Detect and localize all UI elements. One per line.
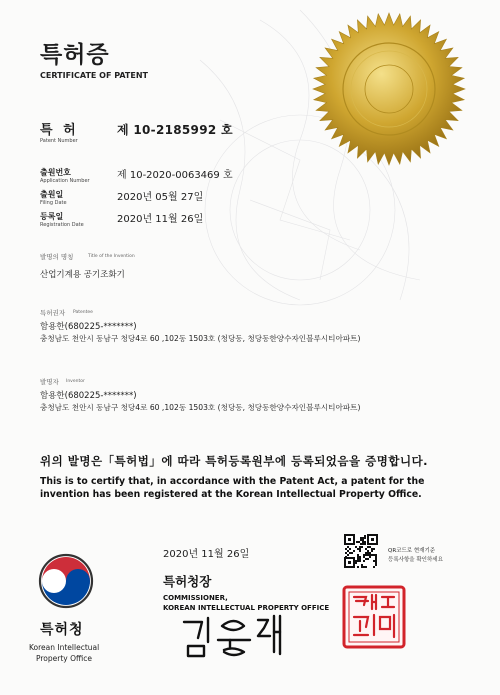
filing-date-value: 2020년 05월 27일: [117, 192, 204, 203]
inventor-label: 발명자: [40, 378, 59, 386]
issuer-title-ko: 특허청장: [163, 574, 212, 589]
certification-english-line2: invention has been registered at the Korean Intellectual Property Office.: [40, 489, 422, 500]
certificate-subtitle: CERTIFICATE OF PATENT: [40, 71, 148, 80]
invention-title: 산업기계용 공기조화기: [40, 270, 125, 280]
patentee-name: 함용한(680225-*******): [40, 322, 137, 332]
application-number-label-en: Application Number: [40, 178, 90, 184]
patentee-address: 충청남도 천안시 동남구 청당4로 60 ,102동 1503호 (청당동, 청당동한양수자인블루시티아파트): [40, 334, 361, 343]
invention-title-label-en: Title of the Invention: [88, 254, 135, 259]
qr-note-line1: QR코드로 현재기준: [388, 548, 436, 554]
logo-wordmark-ko: 특허청: [40, 622, 84, 638]
qr-code[interactable]: [344, 534, 378, 568]
certification-korean: 위의 발명은「특허법」에 따라 특허등록원부에 등록되었음을 증명합니다.: [40, 454, 429, 468]
inventor-label-en: Inventor: [66, 379, 85, 384]
issue-date: 2020년 11월 26일: [163, 549, 250, 560]
certification-english-line1: This is to certify that, in accordance with the Patent Act, a patent for the: [40, 476, 425, 487]
application-number-label: 출원번호: [40, 168, 71, 177]
invention-title-label: 발명의 명칭: [40, 253, 74, 261]
issuer-title-en-line2: KOREAN INTELLECTUAL PROPERTY OFFICE: [163, 604, 330, 612]
registration-date-value: 2020년 11월 26일: [117, 214, 204, 225]
gold-seal: [310, 10, 468, 168]
patent-number-label-en: Patent Number: [40, 138, 78, 144]
patentee-label-en: Patentee: [73, 310, 93, 315]
official-red-stamp: [342, 585, 406, 649]
logo-wordmark-en-line2: Property Office: [36, 654, 93, 663]
registration-date-label-en: Registration Date: [40, 222, 84, 228]
inventor-address: 충청남도 천안시 동남구 청당4로 60 ,102동 1503호 (청당동, 청당동한양수자인블루시티아파트): [40, 403, 361, 412]
kipo-taegeuk-logo: [38, 553, 94, 609]
patent-number-value: 제 10-2185992 호: [117, 123, 233, 137]
registration-date-label: 등록일: [40, 212, 64, 221]
commissioner-signature: [178, 612, 288, 660]
patentee-label: 특허권자: [40, 309, 66, 317]
patent-number-label: 특 허: [40, 123, 79, 138]
issuer-title-en-line1: COMMISSIONER,: [163, 594, 228, 602]
inventor-name: 함용한(680225-*******): [40, 391, 137, 401]
qr-note-line2: 등록사항을 확인하세요: [388, 557, 443, 563]
application-number-value: 제 10-2020-0063469 호: [117, 170, 233, 181]
certificate-title: 특허증: [40, 42, 110, 68]
logo-wordmark-en-line1: Korean Intellectual: [29, 643, 100, 652]
filing-date-label: 출원일: [40, 190, 64, 199]
filing-date-label-en: Filing Date: [40, 200, 67, 206]
